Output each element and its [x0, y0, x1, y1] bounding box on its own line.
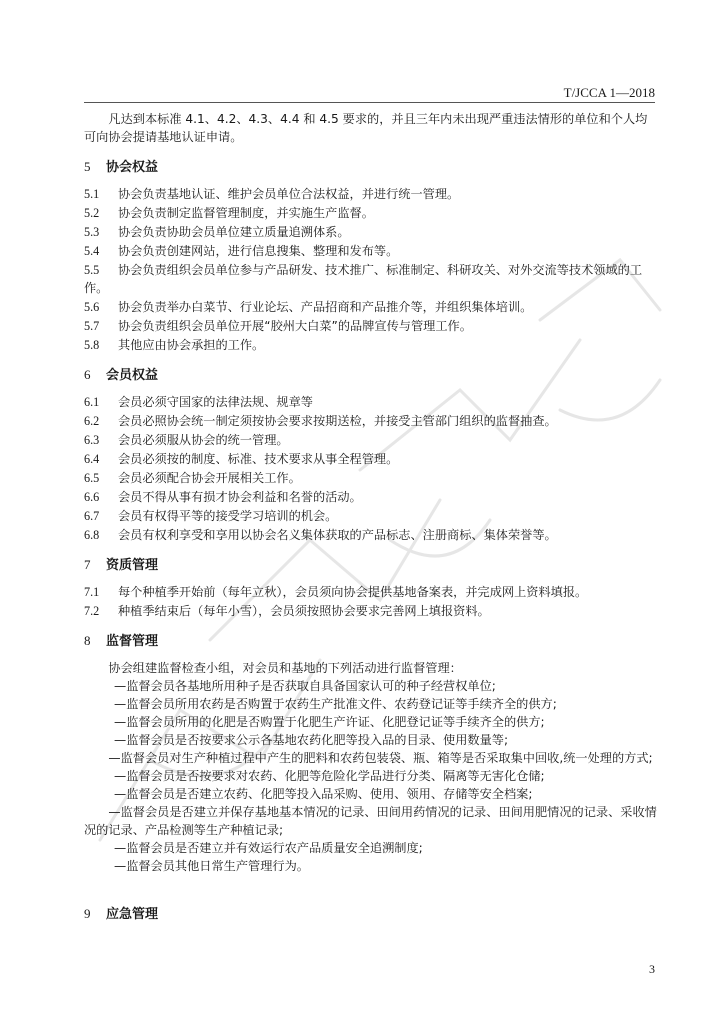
- item-number: 5.1: [84, 187, 100, 201]
- item-text: 会员不得从事有损才协会利益和名誉的活动。: [118, 490, 362, 504]
- item-text: 协会负责协助会员单位建立质量追溯体系。: [118, 225, 350, 239]
- list-item: [84, 488, 657, 506]
- item-number: 6.1: [84, 395, 100, 409]
- list-item: [84, 602, 657, 620]
- item-text: 协会负责制定监督管理制度，并实施生产监督。: [118, 206, 374, 220]
- list-item: —监督会员是否建立并保存基地基本情况的记录、田间用药情况的记录、田间用肥情况的记录、采收情况的记录、产品检测等生产种植记录;: [84, 805, 657, 837]
- page-number: 3: [649, 962, 655, 976]
- section-title: 资质管理: [106, 558, 159, 573]
- section-8-heading: [84, 632, 657, 651]
- list-item: [84, 412, 657, 430]
- section-7-heading: [84, 556, 657, 575]
- item-number: 6.6: [84, 490, 100, 504]
- item-number: 5.6: [84, 300, 100, 314]
- list-item: —监督会员是否按要求公示各基地农药化肥等投入品的目录、使用数量等;: [114, 733, 509, 747]
- list-item: [84, 393, 657, 411]
- list-item: —监督会员其他日常生产管理行为。: [114, 859, 309, 873]
- item-text: 种植季结束后（每年小雪），会员须按照协会要求完善网上填报资料。: [118, 604, 490, 618]
- item-text: 会员必须按的制度、标准、技术要求从事全程管理。: [118, 452, 399, 466]
- item-text: 会员有权得平等的接受学习培训的机会。: [118, 509, 338, 523]
- section-5-list: [84, 185, 657, 354]
- section-title: 应急管理: [106, 907, 159, 922]
- section-number: 6: [84, 367, 91, 382]
- item-text: 会员有权利享受和享用以协会名义集体获取的产品标志、注册商标、集体荣誉等。: [118, 528, 557, 542]
- item-number: 5.3: [84, 225, 100, 239]
- section-6-heading: [84, 366, 657, 385]
- list-item: [84, 317, 657, 335]
- item-text: 协会负责举办白菜节、行业论坛、产品招商和产品推介等，并组织集体培训。: [118, 300, 533, 314]
- list-item: —监督会员是否建立农药、化肥等投入品采购、使用、领用、存储等安全档案;: [114, 787, 533, 801]
- list-item: [84, 469, 657, 487]
- list-item: [84, 583, 657, 601]
- section-8-body: [84, 659, 657, 875]
- item-text: 每个种植季开始前（每年立秋），会员须向协会提供基地备案表，并完成网上资料填报。: [118, 585, 588, 599]
- list-item: [84, 185, 657, 203]
- document-body: [84, 110, 657, 932]
- header-divider: [84, 102, 655, 103]
- item-text: 其他应由协会承担的工作。: [118, 338, 265, 352]
- list-item: —监督会员所用农药是否购置于农药生产批准文件、农药登记证等手续齐全的供方;: [114, 697, 557, 711]
- item-text: 会员必须守国家的法律法规、规章等: [118, 395, 313, 409]
- item-text: 会员必须服从协会的统一管理。: [118, 433, 289, 447]
- list-item: [84, 526, 657, 544]
- section-number: 8: [84, 633, 91, 648]
- item-number: 6.7: [84, 509, 100, 523]
- section-number: 5: [84, 159, 91, 174]
- list-item: —监督会员对生产种植过程中产生的肥料和农药包装袋、瓶、箱等是否采取集中回收,统一处理的方式;: [108, 751, 653, 765]
- section-8-intro: 协会组建监督检查小组，对会员和基地的下列活动进行监督管理：: [108, 661, 462, 675]
- list-item: [84, 336, 657, 354]
- item-text: 协会负责组织会员单位开展“胶州大白菜”的品牌宣传与管理工作。: [118, 319, 472, 333]
- item-text: 会员必照协会统一制定须按协会要求按期送检，并接受主管部门组织的监督抽查。: [118, 414, 557, 428]
- intro-paragraph: 凡达到本标准 4.1、4.2、4.3、4.4 和 4.5 要求的，并且三年内未出现严重违法情形的单位和个人均可向协会提请基地认证申请。: [84, 112, 648, 144]
- section-title: 监督管理: [106, 634, 159, 649]
- item-text: 协会负责组织会员单位参与产品研发、技术推广、标准制定、科研攻关、对外交流等技术领域的工作。: [84, 263, 643, 295]
- section-7-list: [84, 583, 657, 620]
- item-number: 5.4: [84, 244, 100, 258]
- section-title: 协会权益: [106, 160, 159, 175]
- item-number: 7.2: [84, 604, 100, 618]
- list-item: —监督会员所用的化肥是否购置于化肥生产许证、化肥登记证等手续齐全的供方;: [114, 715, 545, 729]
- list-item: —监督会员是否按要求对农药、化肥等危险化学品进行分类、隔离等无害化仓储;: [114, 769, 545, 783]
- section-title: 会员权益: [106, 368, 159, 383]
- item-text: 协会负责创建网站，进行信息搜集、整理和发布等。: [118, 244, 399, 258]
- item-number: 6.8: [84, 528, 100, 542]
- item-number: 5.7: [84, 319, 100, 333]
- item-number: 5.2: [84, 206, 100, 220]
- item-number: 6.4: [84, 452, 100, 466]
- item-number: 6.5: [84, 471, 100, 485]
- item-number: 5.8: [84, 338, 100, 352]
- list-item: —监督会员各基地所用种子是否获取自具备国家认可的种子经营权单位;: [114, 679, 496, 693]
- section-number: 9: [84, 906, 91, 921]
- item-number: 6.2: [84, 414, 100, 428]
- item-number: 6.3: [84, 433, 100, 447]
- item-number: 7.1: [84, 585, 100, 599]
- list-item: [84, 242, 657, 260]
- list-item: [84, 204, 657, 222]
- item-number: 5.5: [84, 263, 100, 277]
- document-code: T/JCCA 1—2018: [563, 85, 655, 100]
- item-text: 协会负责基地认证、维护会员单位合法权益，并进行统一管理。: [118, 187, 460, 201]
- section-5-heading: [84, 158, 657, 177]
- item-text: 会员必须配合协会开展相关工作。: [118, 471, 301, 485]
- list-item: —监督会员是否建立并有效运行农产品质量安全追溯制度;: [114, 841, 423, 855]
- list-item: [84, 298, 657, 316]
- section-6-list: [84, 393, 657, 544]
- list-item: [84, 431, 657, 449]
- list-item: [84, 450, 657, 468]
- section-9-heading: [84, 905, 657, 924]
- section-number: 7: [84, 557, 91, 572]
- list-item: [84, 261, 657, 297]
- list-item: [84, 507, 657, 525]
- list-item: [84, 223, 657, 241]
